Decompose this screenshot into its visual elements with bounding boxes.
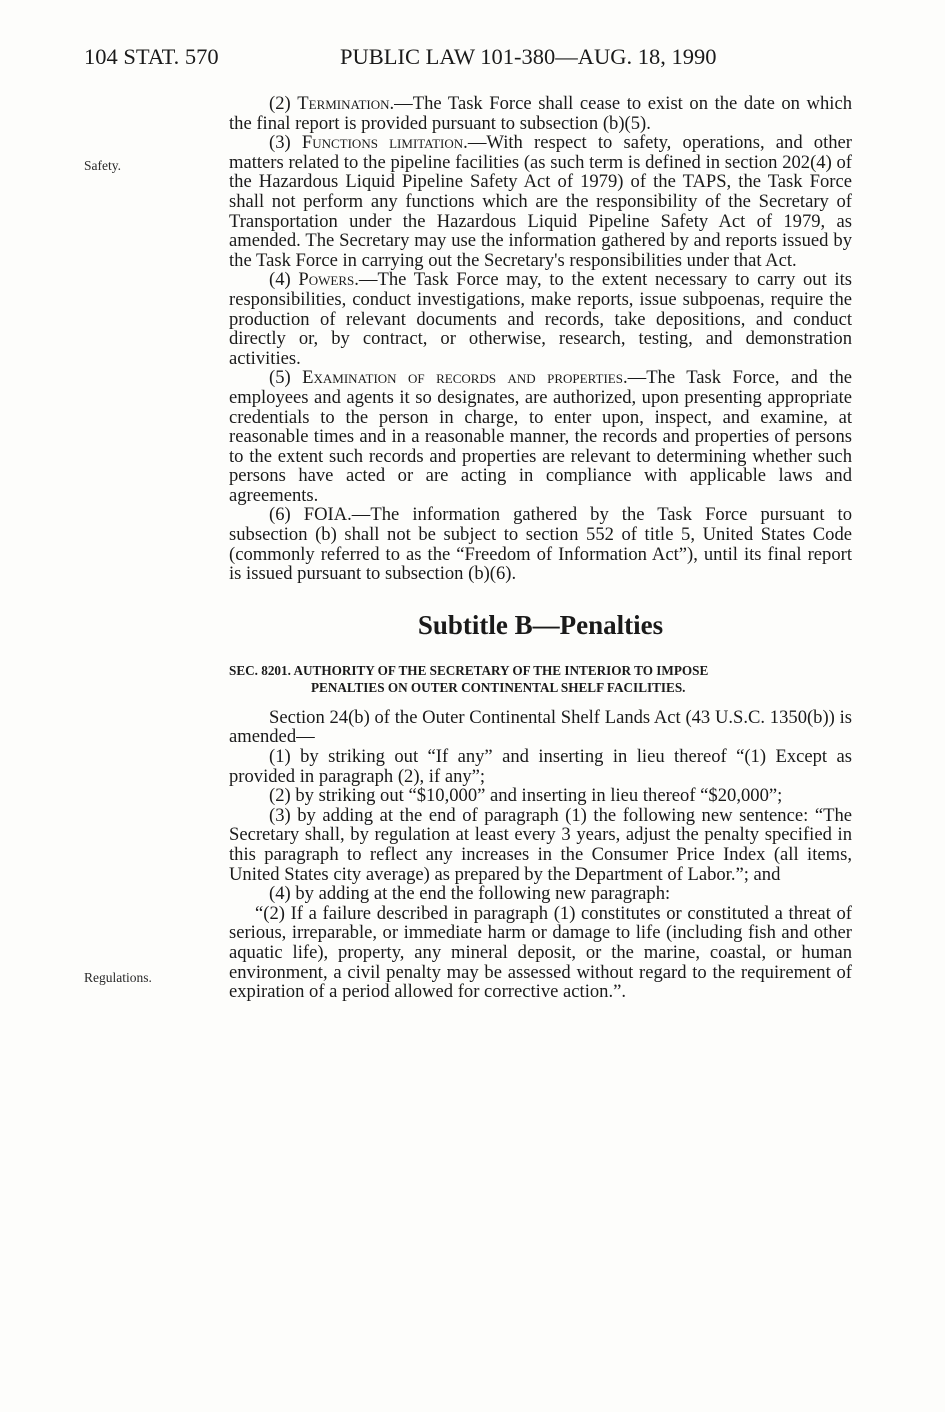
quoted-new-paragraph: “(2) If a failure described in paragraph (1) constitutes or constituted a threat of serious, irreparable, or immediate harm or damage to life (including fish and other aquatic life), property, any mineral deposit, or the marine, coastal, or human environment, a civil penalty may be assessed without regard to the requirement of expiration of a period allowed for corrective action.”.: [229, 902, 852, 1003]
paragraph-text: —The Task Force shall cease to exist on the date on which the final report is provided pursuant to subsection (b)(5).: [229, 93, 852, 134]
amendment-item: (3) by adding at the end of paragraph (1) the following new sentence: “The Secretary shall, by regulation at least every 3 years, adjust the penalty specified in this paragraph to reflect any increases in the Consumer Price Index (all items, United States city average) as prepared by the Department of Labor.”; and: [229, 804, 852, 885]
paragraph-termination: [229, 94, 852, 133]
paragraph-number: (4): [269, 269, 291, 291]
paragraph-number: (6): [269, 504, 291, 526]
subtitle-heading: Subtitle B—Penalties: [417, 609, 664, 640]
section-heading-line-1: SEC. 8201. AUTHORITY OF THE SECRETARY OF THE INTERIOR TO IMPOSE: [229, 662, 709, 678]
paragraph-heading: FOIA.: [303, 504, 352, 526]
page-body: [229, 94, 852, 1002]
section-intro: Section 24(b) of the Outer Continental Shelf Lands Act (43 U.S.C. 1350(b)) is amended—: [229, 706, 852, 748]
section-heading-line-2: PENALTIES ON OUTER CONTINENTAL SHELF FACILITIES.: [311, 679, 686, 695]
paragraph-number: (5): [269, 367, 291, 389]
paragraph-examination: [229, 368, 852, 505]
paragraph-heading: Functions limitation.: [301, 132, 468, 154]
paragraph-powers: [229, 270, 852, 368]
paragraph-text: —The Task Force may, to the extent necessary to carry out its responsibilities, conduct investigations, make reports, issue subpoenas, require the production of relevant documents and records, take depositions, and conduct directly or, by contract, or otherwise, research, testing, and demonstration activities.: [229, 269, 852, 369]
amendment-item: (2) by striking out “$10,000” and inserting in lieu thereof “$20,000”;: [269, 785, 783, 807]
margin-note-regulations: Regulations.: [84, 970, 152, 985]
paragraph-functions-limitation: [229, 133, 852, 270]
paragraph-text: —The Task Force, and the employees and agents it so designates, are authorized, upon presenting appropriate credentials to the person in charge, to enter upon, inspect, and examine, at reasonable times and in a reasonable manner, the records and properties of persons to the extent such records and properties are relevant to determining whether such persons have acted or are acting in compliance with applicable laws and agreements.: [229, 367, 852, 506]
paragraph-text: —The information gathered by the Task Force pursuant to subsection (b) shall not be subject to section 552 of title 5, United States Code (commonly referred to as the “Freedom of Information Act”), until its final report is issued pursuant to subsection (b)(6).: [229, 504, 852, 585]
public-law-reference: PUBLIC LAW 101-380—AUG. 18, 1990: [340, 44, 717, 69]
amendment-item: (4) by adding at the end the following new paragraph:: [269, 883, 671, 905]
running-header: [84, 44, 864, 74]
paragraph-number: (3): [269, 132, 291, 154]
amendment-item: (1) by striking out “If any” and inserting in lieu thereof “(1) Except as provided in paragraph (2), if any”;: [229, 746, 852, 787]
paragraph-heading: Powers.: [298, 269, 359, 291]
paragraph-number: (2): [269, 93, 291, 114]
paragraph-heading: Termination.: [297, 93, 395, 114]
paragraph-text: —With respect to safety, operations, and other matters related to the pipeline facilities (as such term is defined in section 202(4) of the Hazardous Liquid Pipeline Safety Act of 1979) of the TAPS, the Task Force shall not perform any functions which are the responsibility of the Secretary of Transportation under the Hazardous Liquid Pipeline Safety Act of 1979, as amended. The Secretary may use the information gathered by and reports issued by the Task Force in carrying out the Secretary's responsibilities under that Act.: [229, 132, 852, 271]
margin-note-safety: Safety.: [84, 158, 121, 173]
page-reference: 104 STAT. 570: [84, 44, 219, 69]
paragraph-foia: [229, 505, 852, 583]
paragraph-heading: Examination of records and properties.: [302, 367, 628, 389]
section-heading: [229, 662, 852, 696]
